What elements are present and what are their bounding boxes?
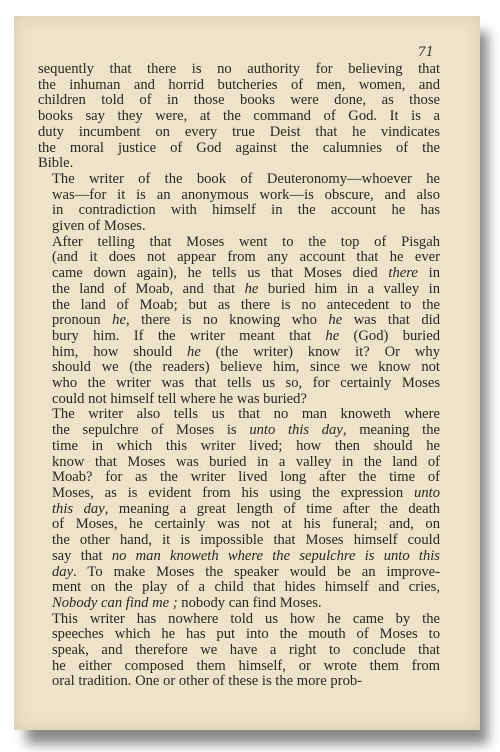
book-page [14,16,480,730]
text-line: After telling that Moses went to the top of Pisgah [52,233,440,250]
text-line: This writer has nowhere told us how he came by the [52,610,440,627]
paragraph [38,235,440,408]
text-line: duty incumbent on every true Deist that he vindicates [38,123,440,140]
text-line: say that no man knoweth where the sepulchre is unto this [52,547,440,564]
text-line: The writer of the book of Deuteronomy—whoever he [52,170,440,187]
text-line: books say they were, at the command of God. It is a [38,108,440,125]
text-line: the sepulchre of Moses is unto this day, meaning the [52,422,440,439]
text-line: the land of Moab; but as there is no antecedent to the [52,296,440,313]
paragraph [38,612,440,691]
paragraph [38,172,440,235]
text-line: the inhuman and horrid butcheries of men, women, and [38,76,440,93]
text-line: who the writer was that tells us so, for certainly Moses [52,375,440,392]
paragraph [38,62,440,172]
text-line: speak, and therefore we have a right to conclude that [52,642,440,659]
text-line: in contradiction with himself in the account he has [52,202,440,219]
text-line: time in which this writer lived; how then should he [52,437,440,454]
text-line: the other hand, it is impossible that Moses himself could [52,532,440,549]
text-line: him, how should he (the writer) know it? Or why [52,343,440,360]
text-line: pronoun he, there is no knowing who he was that did [52,312,440,329]
text-line: came down again), he tells us that Moses died there in [52,265,440,282]
text-line: this day, meaning a great length of time after the death [52,500,440,517]
text-line: should we (the readers) believe him, since we know not [52,359,440,376]
text-line: speeches which he has put into the mouth of Moses to [52,626,440,643]
text-line: could not himself tell where he was buried? [52,390,307,407]
text-line: sequently that there is no authority for believing that [38,61,440,77]
text-line: ment on the play of a child that hides himself and cries, [52,579,440,596]
text-line: he either composed them himself, or wrote them from [52,657,440,674]
text-line: Bible. [38,155,74,172]
text-line: of Moses, he certainly was not at his funeral; and, on [52,516,440,533]
text-line: oral tradition. One or other of these is the more prob- [52,673,363,690]
text-line: given of Moses. [52,218,146,235]
body-text [38,62,440,690]
text-line: Nobody can find me ; nobody can find Moses. [52,594,322,611]
page-number: 71 [417,45,434,60]
text-line: day. To make Moses the speaker would be an improve- [52,563,440,580]
text-line: Moses, as is evident from his using the expression unto [52,484,440,501]
text-line: The writer also tells us that no man knoweth where [52,406,440,423]
text-line: was—for it is an anonymous work—is obscure, and also [52,186,440,203]
text-line: children told of in those books were done, as those [38,92,440,109]
paragraph [38,407,440,611]
text-line: the moral justice of God against the calumnies of the [38,139,440,156]
text-line: bury him. If the writer meant that he (God) buried [52,327,440,344]
text-line: (and it does not appear from any account that he ever [52,249,440,266]
text-line: Moab? for as the writer lived long after the time of [52,469,440,486]
text-line: the land of Moab, and that he buried him in a valley in [52,280,440,297]
text-line: know that Moses was buried in a valley in the land of [52,453,440,470]
